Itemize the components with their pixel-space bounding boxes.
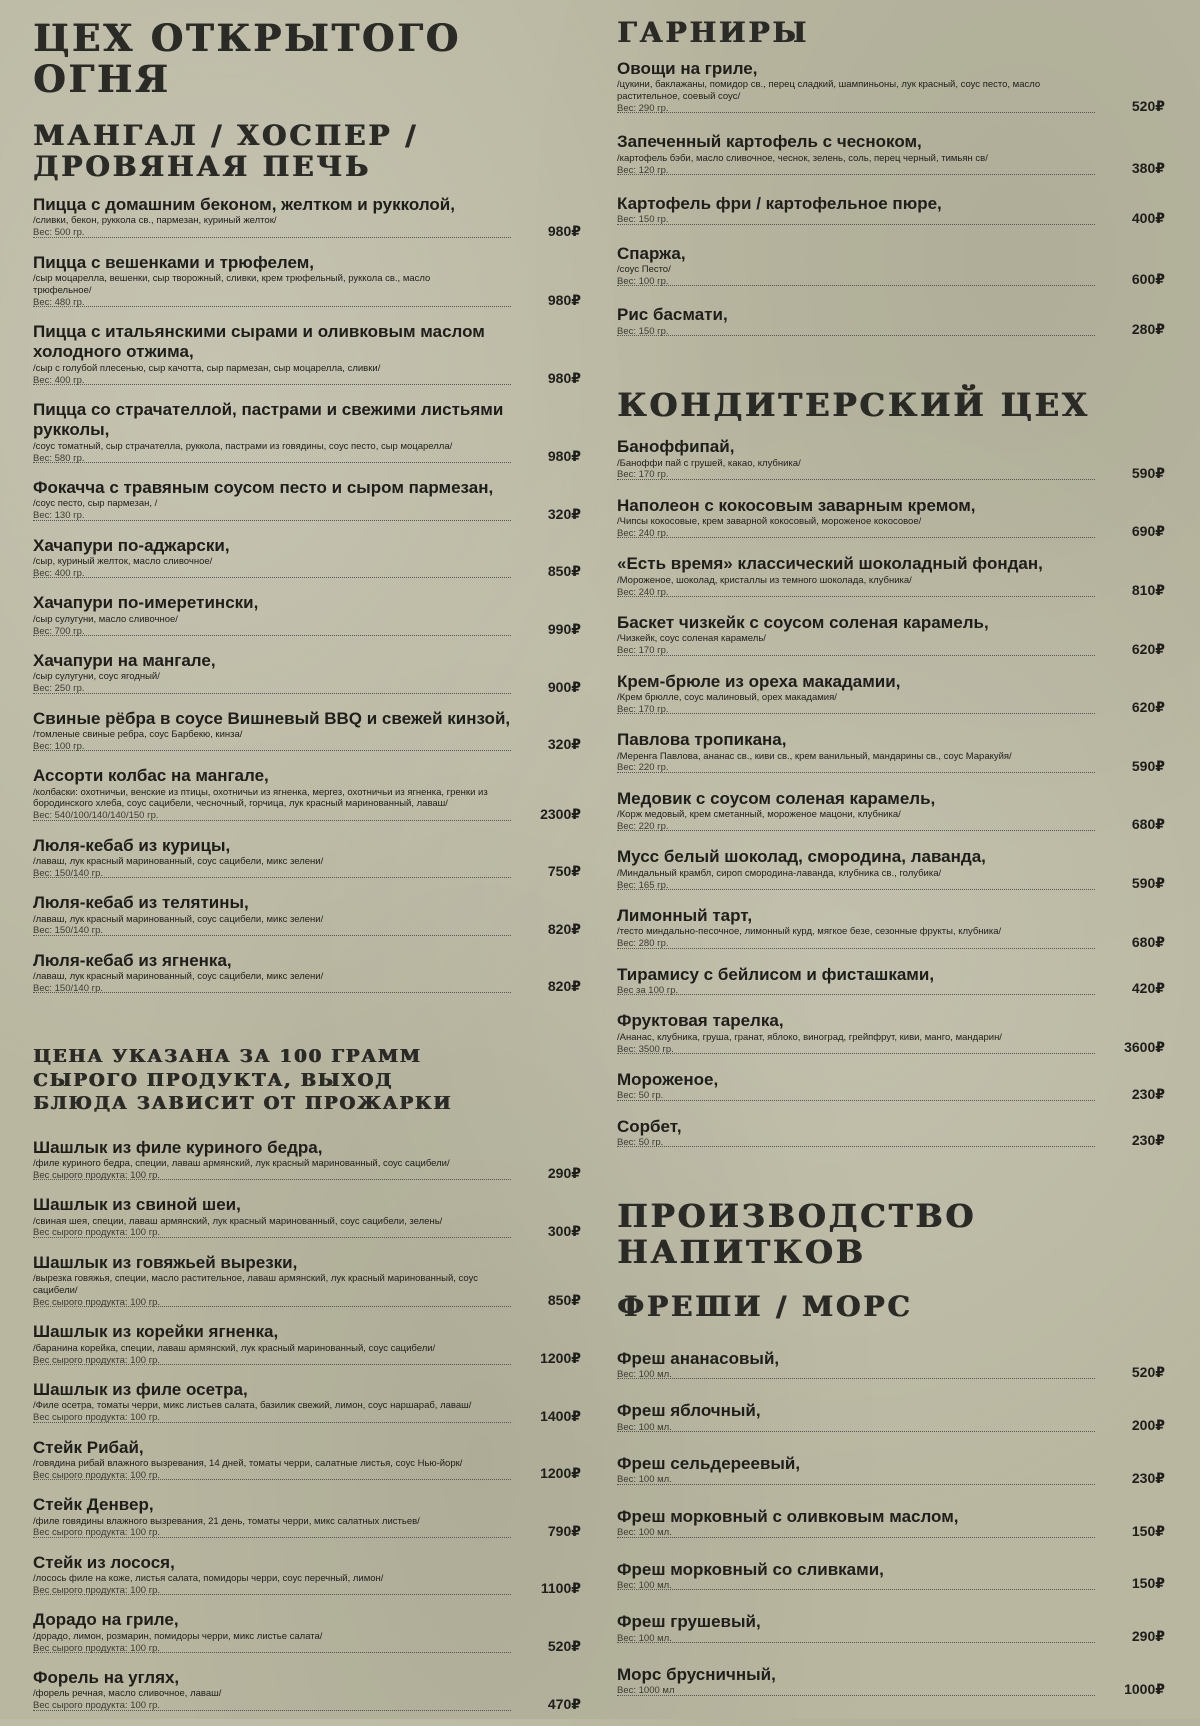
menu-item-price: 990₽ <box>547 620 581 637</box>
menu-item-weight: Вес: 100 мл. <box>617 1527 672 1539</box>
dotted-leader <box>617 948 1095 949</box>
menu-item-name: Шашлык из филе осетра, <box>33 1379 248 1399</box>
menu-item-name: Люля-кебаб из курицы, <box>33 835 231 855</box>
dotted-leader <box>617 112 1095 113</box>
dotted-leader <box>617 1589 1095 1590</box>
menu-item-price: 820₽ <box>547 920 581 937</box>
menu-item-weight: Вес: 100 гр. <box>617 275 669 287</box>
menu-item-price: 320₽ <box>547 505 581 522</box>
menu-item <box>617 613 1165 658</box>
menu-item <box>617 672 1165 717</box>
dotted-leader <box>33 1537 511 1538</box>
menu-item-name: Стейк Денвер, <box>33 1495 154 1515</box>
menu-item-price: 150₽ <box>1131 1575 1165 1592</box>
menu-item-description: /Чипсы кокосовые, крем заварной кокосовый, мороженое кокосовое/ <box>617 516 922 528</box>
menu-item-price: 590₽ <box>1131 875 1165 892</box>
menu-item-weight: Вес: 100 мл. <box>617 1632 672 1644</box>
menu-item-name: Фокачча с травяным соусом песто и сыром пармезан, <box>33 478 494 498</box>
menu-item-name: «Есть время» классический шоколадный фондан, <box>617 554 1043 574</box>
menu-item-price: 810₽ <box>1131 581 1165 598</box>
menu-item-price: 790₽ <box>547 1522 581 1539</box>
menu-item <box>617 730 1165 775</box>
menu-item <box>33 709 581 754</box>
menu-item-name: Пицца с домашним беконом, желтком и рукколой, <box>33 194 455 214</box>
dotted-leader <box>617 537 1095 538</box>
menu-item-description: /колбаски: охотничьи, венские из птицы, охотничьи из ягненка, мергез, охотничьи из ягненка, гренки из бородинского хлеба, соус сацибели, чесночный, горчица, лук красный маринованный, лаваш/ <box>33 786 488 810</box>
menu-item-weight: Вес: 150 гр. <box>617 325 669 337</box>
menu-item-name: Дорадо на гриле, <box>33 1610 179 1630</box>
menu-item <box>33 766 581 822</box>
menu-item-name: Крем-брюле из ореха макадамии, <box>617 671 901 691</box>
section-title-dessert: КОНДИТЕРСКИЙ ЦЕХ <box>617 385 1090 424</box>
menu-item-description: /сыр моцарелла, вешенки, сыр творожный, сливки, крем трюфельный, руккола св., масло трюфельное/ <box>33 272 431 296</box>
menu-item <box>33 1322 581 1367</box>
dotted-leader <box>617 889 1095 890</box>
menu-item-name: Наполеон с кокосовым заварным кремом, <box>617 495 976 515</box>
menu-item-weight: Вес за 100 гр. <box>617 985 679 997</box>
menu-item-description: /лосось филе на коже, листья салата, помидоры черри, соус перечный, лимон/ <box>33 1573 384 1585</box>
dotted-leader <box>33 384 511 385</box>
menu-item-price: 1400₽ <box>540 1407 581 1424</box>
menu-item-weight: Вес: 150/140 гр. <box>33 867 104 879</box>
dotted-leader <box>617 1695 1095 1696</box>
menu-list-shashlik <box>33 1138 581 1713</box>
menu-item-weight: Вес: 540/100/140/140/150 гр. <box>33 810 159 822</box>
menu-item-description: /Миндальный крамбл, сироп смородина-лаванда, клубника св., голубика/ <box>617 867 942 879</box>
menu-item-description: /цукини, баклажаны, помидор св., перец сладкий, шампиньоны, лук красный, соус песто, масло растительное, соевый соус/ <box>617 79 1041 103</box>
menu-item-weight: Вес: 150 гр. <box>617 214 669 226</box>
menu-item <box>33 893 581 938</box>
menu-item <box>33 1253 581 1309</box>
menu-item-name: Спаржа, <box>617 243 686 263</box>
dotted-leader <box>33 1179 511 1180</box>
menu-item-weight: Вес: 580 гр. <box>33 452 85 464</box>
menu-item-weight: Вес: 100 мл. <box>617 1474 672 1486</box>
menu-item-name: Стейк Рибай, <box>33 1437 144 1457</box>
menu-item-weight: Вес: 170 гр. <box>617 469 669 481</box>
menu-item-description: /лаваш, лук красный маринованный, соус сацибели, микс зелени/ <box>33 855 324 867</box>
menu-item-weight: Вес: 165 гр. <box>617 879 669 891</box>
menu-item-price: 3600₽ <box>1124 1038 1165 1055</box>
menu-item-price: 690₽ <box>1131 523 1165 540</box>
menu-item-price: 290₽ <box>1131 1628 1165 1645</box>
menu-item-weight: Вес: 250 гр. <box>33 683 85 695</box>
menu-item <box>33 951 581 996</box>
menu-list-drinks <box>617 1349 1165 1698</box>
dotted-leader <box>617 1642 1095 1643</box>
menu-list-fire <box>33 195 581 995</box>
menu-item <box>33 1195 581 1240</box>
menu-item <box>33 1553 581 1598</box>
menu-item-description: /вырезка говяжья, специи, масло растительное, лаваш армянский, лук красный маринованный, соус сацибели/ <box>33 1273 478 1297</box>
menu-item-weight: Вес: 700 гр. <box>33 625 85 637</box>
menu-item-description: /Чизкейк, соус соленая карамель/ <box>617 633 766 645</box>
left-column <box>33 0 581 1726</box>
menu-item-price: 230₽ <box>1131 1132 1165 1149</box>
menu-item-price: 620₽ <box>1131 640 1165 657</box>
menu-item-weight: Вес: 240 гр. <box>617 586 669 598</box>
dotted-leader <box>33 635 511 636</box>
menu-item-name: Люля-кебаб из телятины, <box>33 893 249 913</box>
dotted-leader <box>33 1364 511 1365</box>
menu-item-weight: Вес сырого продукта: 100 гр. <box>33 1642 161 1654</box>
menu-item-name: Фреш морковный со сливками, <box>617 1559 884 1579</box>
menu-item-description: /баранина корейка, специи, лаваш армянский, лук красный маринованный, соус сацибели/ <box>33 1342 436 1354</box>
menu-item-description: /Крем брюлле, соус малиновый, орех макадамия/ <box>617 691 837 703</box>
menu-item <box>617 1070 1165 1103</box>
menu-item-description: /филе куриного бедра, специи, лаваш армянский, лук красный маринованный, соус сацибели/ <box>33 1157 450 1169</box>
menu-item-name: Лимонный тарт, <box>617 906 753 926</box>
dotted-leader <box>33 1594 511 1595</box>
menu-item-weight: Вес: 1000 мл <box>617 1685 675 1697</box>
menu-item-weight: Вес: 50 гр. <box>617 1137 664 1149</box>
menu-item <box>33 593 581 638</box>
menu-item-name: Фреш ананасовый, <box>617 1348 780 1368</box>
menu-item <box>33 1438 581 1483</box>
menu-item-price: 850₽ <box>547 1292 581 1309</box>
dotted-leader <box>33 750 511 751</box>
menu-item-price: 300₽ <box>547 1222 581 1239</box>
menu-item <box>617 59 1165 115</box>
dotted-leader <box>617 994 1095 995</box>
menu-item-price: 900₽ <box>547 678 581 695</box>
menu-item-price: 420₽ <box>1131 980 1165 997</box>
menu-item-name: Фруктовая тарелка, <box>617 1011 784 1031</box>
section-title-drinks: ПРОИЗВОДСТВО НАПИТКОВ <box>617 1197 977 1271</box>
menu-item-description: /Меренга Павлова, ананас св., киви св., крем ванильный, мандарины св., соус Маракуйя/ <box>617 750 1012 762</box>
dotted-leader <box>617 596 1095 597</box>
menu-item <box>33 536 581 581</box>
menu-item-weight: Вес: 3500 гр. <box>617 1043 674 1055</box>
menu-item-price: 680₽ <box>1131 816 1165 833</box>
menu-item-description: /свиная шея, специи, лаваш армянский, лук красный маринованный, соус сацибели, зелень/ <box>33 1215 443 1227</box>
section-title-fire: ЦЕХ ОТКРЫТОГО ОГНЯ <box>33 16 461 101</box>
menu-item-name: Мороженое, <box>617 1069 719 1089</box>
menu-item-price: 820₽ <box>547 978 581 995</box>
menu-item-description: /картофель бэби, масло сливочное, чеснок, зелень, соль, перец черный, тимьян св/ <box>617 152 988 164</box>
menu-list-dessert <box>617 437 1165 1149</box>
dotted-leader <box>617 285 1095 286</box>
menu-item-weight: Вес: 150/140 гр. <box>33 983 104 995</box>
dotted-leader <box>617 224 1095 225</box>
menu-item <box>33 1138 581 1183</box>
menu-item-name: Фреш сельдереевый, <box>617 1454 801 1474</box>
menu-item-description: /лаваш, лук красный маринованный, соус сацибели, микс зелени/ <box>33 913 324 925</box>
menu-item-weight: Вес: 130 гр. <box>33 510 85 522</box>
menu-item-weight: Вес сырого продукта: 100 гр. <box>33 1469 161 1481</box>
menu-item-description: /Ананас, клубника, груша, гранат, яблоко, виноград, грейпфрут, киви, манго, мандарин/ <box>617 1031 1002 1043</box>
menu-item-name: Пицца со страчателлой, пастрами и свежими листьями рукколы, <box>33 400 504 440</box>
menu-item-description: /сливки, бекон, руккола св., пармезан, куриный желток/ <box>33 215 277 227</box>
menu-item <box>617 437 1165 482</box>
dotted-leader <box>617 1484 1095 1485</box>
menu-item-description: /соус томатный, сыр страчателла, руккола, пастрами из говядины, соус песто, сыр моцарелла/ <box>33 440 453 452</box>
menu-item-name: Хачапури по-аджарски, <box>33 535 230 555</box>
menu-item-weight: Вес: 100 мл. <box>617 1369 672 1381</box>
dotted-leader <box>617 830 1095 831</box>
menu-item-price: 320₽ <box>547 736 581 753</box>
menu-item-price: 1100₽ <box>540 1580 581 1597</box>
dotted-leader <box>617 1378 1095 1379</box>
menu-item-name: Люля-кебаб из ягненка, <box>33 950 232 970</box>
menu-item-price: 520₽ <box>547 1637 581 1654</box>
dotted-leader <box>33 877 511 878</box>
menu-item <box>617 554 1165 599</box>
menu-item-price: 2300₽ <box>540 805 581 822</box>
menu-item <box>33 836 581 881</box>
menu-item-description: /Филе осетра, томаты черри, микс листьев салата, базилик свежий, лимон, соус наршараб, лаваш/ <box>33 1400 472 1412</box>
menu-item <box>617 244 1165 289</box>
dotted-leader <box>33 992 511 993</box>
menu-item-weight: Вес: 290 гр. <box>617 102 669 114</box>
menu-item-weight: Вес: 50 гр. <box>617 1090 664 1102</box>
menu-item-price: 590₽ <box>1131 464 1165 481</box>
menu-item <box>617 1401 1165 1434</box>
menu-item <box>33 400 581 465</box>
menu-item-description: /сыр сулугуни, масло сливочное/ <box>33 613 178 625</box>
subsection-title-grill-1: МАНГАЛ / ХОСПЕР / <box>33 119 419 153</box>
menu-item <box>33 322 581 387</box>
menu-item <box>617 305 1165 338</box>
menu-item-price: 750₽ <box>547 863 581 880</box>
dotted-leader <box>617 713 1095 714</box>
menu-item-name: Хачапури на мангале, <box>33 650 216 670</box>
menu-item-weight: Вес: 280 гр. <box>617 938 669 950</box>
menu-item-name: Фреш грушевый, <box>617 1612 761 1632</box>
dotted-leader <box>617 655 1095 656</box>
menu-item-price: 980₽ <box>547 370 581 387</box>
menu-item-description: /тесто миндально-песочное, лимонный курд, мягкое безе, сезонные фрукты, клубника/ <box>617 926 1002 938</box>
menu-list-garnish <box>617 59 1165 338</box>
dotted-leader <box>33 693 511 694</box>
dotted-leader <box>33 1422 511 1423</box>
menu-item-description: /сыр сулугуни, соус ягодный/ <box>33 671 160 683</box>
menu-item-name: Шашлык из филе куриного бедра, <box>33 1137 323 1157</box>
menu-item-weight: Вес сырого продукта: 100 гр. <box>33 1296 161 1308</box>
menu-item-name: Шашлык из говяжьей вырезки, <box>33 1252 298 1272</box>
menu-item-description: /томленые свиные ребра, соус Барбекю, кинза/ <box>33 728 243 740</box>
menu-item-name: Стейк из лосося, <box>33 1552 175 1572</box>
menu-item-name: Рис басмати, <box>617 305 728 325</box>
menu-item-name: Овощи на гриле, <box>617 58 758 78</box>
dotted-leader <box>617 1431 1095 1432</box>
menu-item-price: 200₽ <box>1131 1417 1165 1434</box>
menu-item-weight: Вес: 240 гр. <box>617 528 669 540</box>
menu-item <box>617 1612 1165 1645</box>
menu-item-name: Фреш яблочный, <box>617 1401 761 1421</box>
menu-item-weight: Вес: 220 гр. <box>617 821 669 833</box>
menu-item-name: Сорбет, <box>617 1116 682 1136</box>
menu-item-price: 150₽ <box>1131 1522 1165 1539</box>
menu-item-name: Хачапури по-имеретински, <box>33 593 259 613</box>
menu-item-weight: Вес: 500 гр. <box>33 227 85 239</box>
menu-item-description: /Мороженое, шоколад, кристаллы из темного шоколада, клубника/ <box>617 574 912 586</box>
dotted-leader <box>33 577 511 578</box>
menu-item-price: 600₽ <box>1131 271 1165 288</box>
menu-item-price: 520₽ <box>1131 1364 1165 1381</box>
menu-item-weight: Вес: 480 гр. <box>33 296 85 308</box>
menu-item-price: 1200₽ <box>540 1465 581 1482</box>
menu-item-description: /сыр с голубой плесенью, сыр качотта, сыр пармезан, сыр моцарелла, сливки/ <box>33 362 381 374</box>
menu-item <box>617 1117 1165 1150</box>
menu-item <box>33 1380 581 1425</box>
menu-item-name: Баскет чизкейк с соусом соленая карамель, <box>617 612 989 632</box>
menu-item-weight: Вес сырого продукта: 100 гр. <box>33 1527 161 1539</box>
dotted-leader <box>33 462 511 463</box>
menu-item-price: 400₽ <box>1131 209 1165 226</box>
menu-item-description: /сыр, куриный желток, масло сливочное/ <box>33 556 213 568</box>
dotted-leader <box>33 520 511 521</box>
menu-item-weight: Вес: 170 гр. <box>617 645 669 657</box>
menu-item-weight: Вес: 100 гр. <box>33 740 85 752</box>
menu-item <box>617 847 1165 892</box>
menu-item-description: /лаваш, лук красный маринованный, соус сацибели, микс зелени/ <box>33 971 324 983</box>
menu-item <box>33 1668 581 1713</box>
menu-item-weight: Вес: 100 мл. <box>617 1421 672 1433</box>
section-title-garnish: ГАРНИРЫ <box>617 16 809 49</box>
menu-item <box>33 651 581 696</box>
menu-item-price: 230₽ <box>1131 1085 1165 1102</box>
menu-item-name: Мусс белый шоколад, смородина, лаванда, <box>617 847 986 867</box>
menu-item-description: /дорадо, лимон, розмарин, помидоры черри, микс листье салата/ <box>33 1630 323 1642</box>
menu-item <box>617 1560 1165 1593</box>
menu-item <box>617 1349 1165 1382</box>
menu-item-price: 620₽ <box>1131 699 1165 716</box>
menu-item-price: 980₽ <box>547 222 581 239</box>
menu-item-weight: Вес: 400 гр. <box>33 374 85 386</box>
menu-item-price: 1200₽ <box>540 1349 581 1366</box>
dotted-leader <box>617 1146 1095 1147</box>
menu-item-description: /соус Песто/ <box>617 264 671 276</box>
menu-item-description: /Баноффи пай с грушей, какао, клубника/ <box>617 457 801 469</box>
menu-item <box>33 253 581 309</box>
menu-item <box>617 132 1165 177</box>
menu-item-price: 290₽ <box>547 1165 581 1182</box>
menu-item-price: 680₽ <box>1131 933 1165 950</box>
menu-item-description: /филе говядины влажного вызревания, 21 день, томаты черри, микс салатных листьев/ <box>33 1515 420 1527</box>
menu-item-name: Фреш морковный с оливковым маслом, <box>617 1506 959 1526</box>
menu-item-price: 850₽ <box>547 563 581 580</box>
menu-item <box>617 789 1165 834</box>
menu-item <box>617 1011 1165 1056</box>
menu-item-price: 1000₽ <box>1124 1680 1165 1697</box>
menu-item-name: Запеченный картофель с чесноком, <box>617 132 922 152</box>
menu-item-price: 980₽ <box>547 292 581 309</box>
dotted-leader <box>33 1652 511 1653</box>
dotted-leader <box>33 935 511 936</box>
right-column <box>617 0 1165 1718</box>
menu-item-price: 280₽ <box>1131 320 1165 337</box>
menu-item-name: Шашлык из свиной шеи, <box>33 1195 241 1215</box>
dotted-leader <box>617 1053 1095 1054</box>
menu-item <box>617 194 1165 227</box>
dotted-leader <box>33 1237 511 1238</box>
menu-item <box>617 1454 1165 1487</box>
menu-item-description: /Корж медовый, крем сметанный, мороженое мацони, клубника/ <box>617 809 901 821</box>
menu-item-weight: Вес сырого продукта: 100 гр. <box>33 1227 161 1239</box>
menu-item-name: Пицца с вешенками и трюфелем, <box>33 252 315 272</box>
menu-item-price: 980₽ <box>547 448 581 465</box>
menu-item-price: 230₽ <box>1131 1469 1165 1486</box>
subsection-title-fresh: ФРЕШИ / МОРС <box>617 1289 913 1323</box>
menu-item-name: Тирамису с бейлисом и фисташками, <box>617 964 935 984</box>
menu-item-name: Форель на углях, <box>33 1667 180 1687</box>
menu-item-description: /соус песто, сыр пармезан, / <box>33 498 158 510</box>
dotted-leader <box>33 306 511 307</box>
dotted-leader <box>33 1479 511 1480</box>
dotted-leader <box>33 820 511 821</box>
menu-item-description: /говядина рибай влажного вызревания, 14 дней, томаты черри, салатные листья, соус Нью-йорк/ <box>33 1457 463 1469</box>
menu-item-name: Картофель фри / картофельное пюре, <box>617 193 942 213</box>
menu-item <box>617 965 1165 998</box>
menu-item-price: 380₽ <box>1131 159 1165 176</box>
menu-item <box>617 496 1165 541</box>
menu-item-name: Шашлык из корейки ягненка, <box>33 1322 279 1342</box>
dotted-leader <box>33 237 511 238</box>
menu-item <box>33 1610 581 1655</box>
menu-item-name: Медовик с соусом соленая карамель, <box>617 788 936 808</box>
menu-item <box>33 195 581 240</box>
menu-item <box>617 1665 1165 1698</box>
menu-item-price: 520₽ <box>1131 98 1165 115</box>
dotted-leader <box>617 1537 1095 1538</box>
menu-item-name: Баноффипай, <box>617 437 735 457</box>
price-note: ЦЕНА УКАЗАНА ЗА 100 ГРАММ СЫРОГО ПРОДУКТА, ВЫХОД БЛЮДА ЗАВИСИТ ОТ ПРОЖАРКИ <box>33 1046 452 1115</box>
menu-item-price: 470₽ <box>547 1695 581 1712</box>
menu-item-name: Свиные рёбра в соусе Вишневый BBQ и свежей кинзой, <box>33 708 511 728</box>
menu-item-name: Пицца с итальянскими сырами и оливковым маслом холодного отжима, <box>33 322 485 362</box>
menu-item <box>33 478 581 523</box>
menu-item-name: Ассорти колбас на мангале, <box>33 766 269 786</box>
menu-item <box>617 1507 1165 1540</box>
dotted-leader <box>617 772 1095 773</box>
menu-item-weight: Вес: 400 гр. <box>33 567 85 579</box>
dotted-leader <box>33 1710 511 1711</box>
menu-item-weight: Вес: 170 гр. <box>617 703 669 715</box>
menu-item-name: Морс брусничный, <box>617 1665 776 1685</box>
menu-item-weight: Вес: 220 гр. <box>617 762 669 774</box>
dotted-leader <box>617 1100 1095 1101</box>
menu-item-weight: Вес: 100 мл. <box>617 1579 672 1591</box>
menu-item-weight: Вес сырого продукта: 100 гр. <box>33 1354 161 1366</box>
menu-item-weight: Вес сырого продукта: 100 гр. <box>33 1585 161 1596</box>
menu-item-price: 590₽ <box>1131 757 1165 774</box>
dotted-leader <box>617 174 1095 175</box>
dotted-leader <box>617 479 1095 480</box>
menu-item-name: Павлова тропикана, <box>617 730 787 750</box>
menu-item <box>617 906 1165 951</box>
menu-item-weight: Вес сырого продукта: 100 гр. <box>33 1412 161 1424</box>
menu-item-description: /форель речная, масло сливочное, лаваш/ <box>33 1688 222 1700</box>
menu-item <box>33 1495 581 1540</box>
dotted-leader <box>33 1306 511 1307</box>
menu-item-weight: Вес: 120 гр. <box>617 164 669 176</box>
menu-item-weight: Вес сырого продукта: 100 гр. <box>33 1700 161 1712</box>
menu-item-weight: Вес: 150/140 гр. <box>33 925 104 937</box>
dotted-leader <box>617 335 1095 336</box>
menu-item-weight: Вес сырого продукта: 100 гр. <box>33 1169 161 1181</box>
subsection-title-grill-2: ДРОВЯНАЯ ПЕЧЬ <box>33 150 371 184</box>
